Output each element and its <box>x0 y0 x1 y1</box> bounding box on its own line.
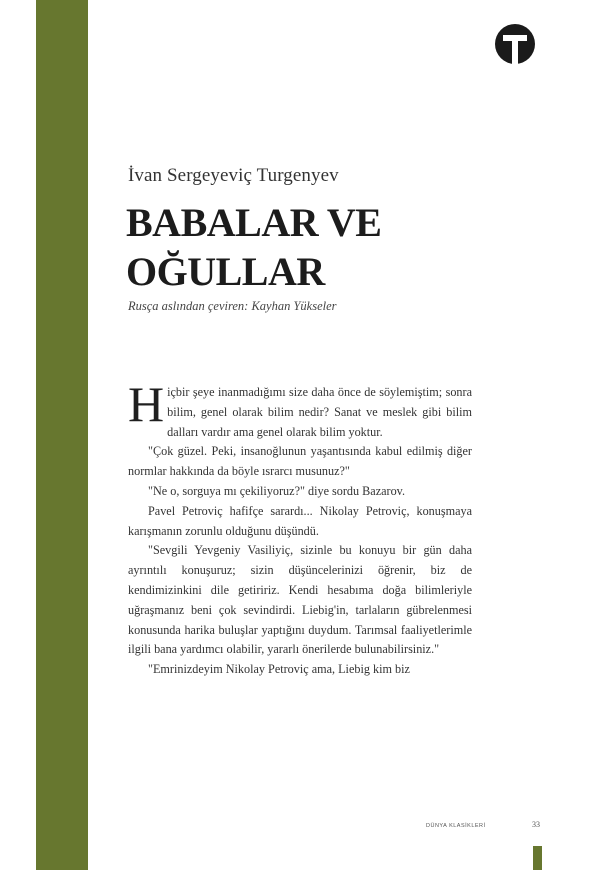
series-label: DÜNYA KLASİKLERİ <box>426 823 486 829</box>
title-line: OĞULLAR <box>126 249 325 294</box>
paragraph <box>128 376 472 442</box>
publisher-logo-icon <box>493 22 537 66</box>
translator-credit: Rusça aslından çeviren: Kayhan Yükseler <box>128 299 337 313</box>
page-number: 33 <box>532 820 540 829</box>
drop-cap: H <box>128 376 165 432</box>
paragraph: "Emrinizdeyim Nikolay Petroviç ama, Liebig kim biz <box>148 662 410 677</box>
paragraph-text: içbir şeye inanmadığımı size daha önce de söylemiştim; sonra bilim, genel olarak bilim nedir? Sanat ve meslek gibi bilim dalları vardır ama genel olarak bilim yoktur. <box>167 385 472 439</box>
paragraph: "Çok güzel. Peki, insanoğlunun yaşantısında kabul edilmiş diğer normlar hakkında da böyle ısrarcı musunuz?" <box>128 444 472 479</box>
author-name: İvan Sergeyeviç Turgenyev <box>128 165 339 186</box>
paragraph: "Ne o, sorguya mı çekiliyoruz?" diye sordu Bazarov. <box>148 483 406 498</box>
book-title <box>126 198 381 296</box>
paragraph: "Sevgili Yevgeniy Vasiliyiç, sizinle bu konuyu bir gün daha ayrıntılı konuşuruz; sizin düşüncelerinizi öğrenir, biz de kendimizinkini dile getiririz. Kendi hesabıma doğa bilimleriyle uğraşmanız beni çok sevindirdi. Liebig'in, tarlaların gübrelenmesi konusunda harika buluşlar yaptığını duydum. Tarımsal faaliyetlerimle ilgili bana yardımcı olabilir, yararlı önerilerde bulunabilirsiniz." <box>128 543 472 657</box>
body-text <box>128 376 472 680</box>
green-bottom-tab <box>533 846 542 870</box>
paragraph: Pavel Petroviç hafifçe sarardı... Nikolay Petroviç, konuşmaya karışmanın zorunlu olduğunu düşündü. <box>128 503 472 538</box>
title-line: BABALAR VE <box>126 200 382 245</box>
green-spine-bar <box>36 0 88 870</box>
